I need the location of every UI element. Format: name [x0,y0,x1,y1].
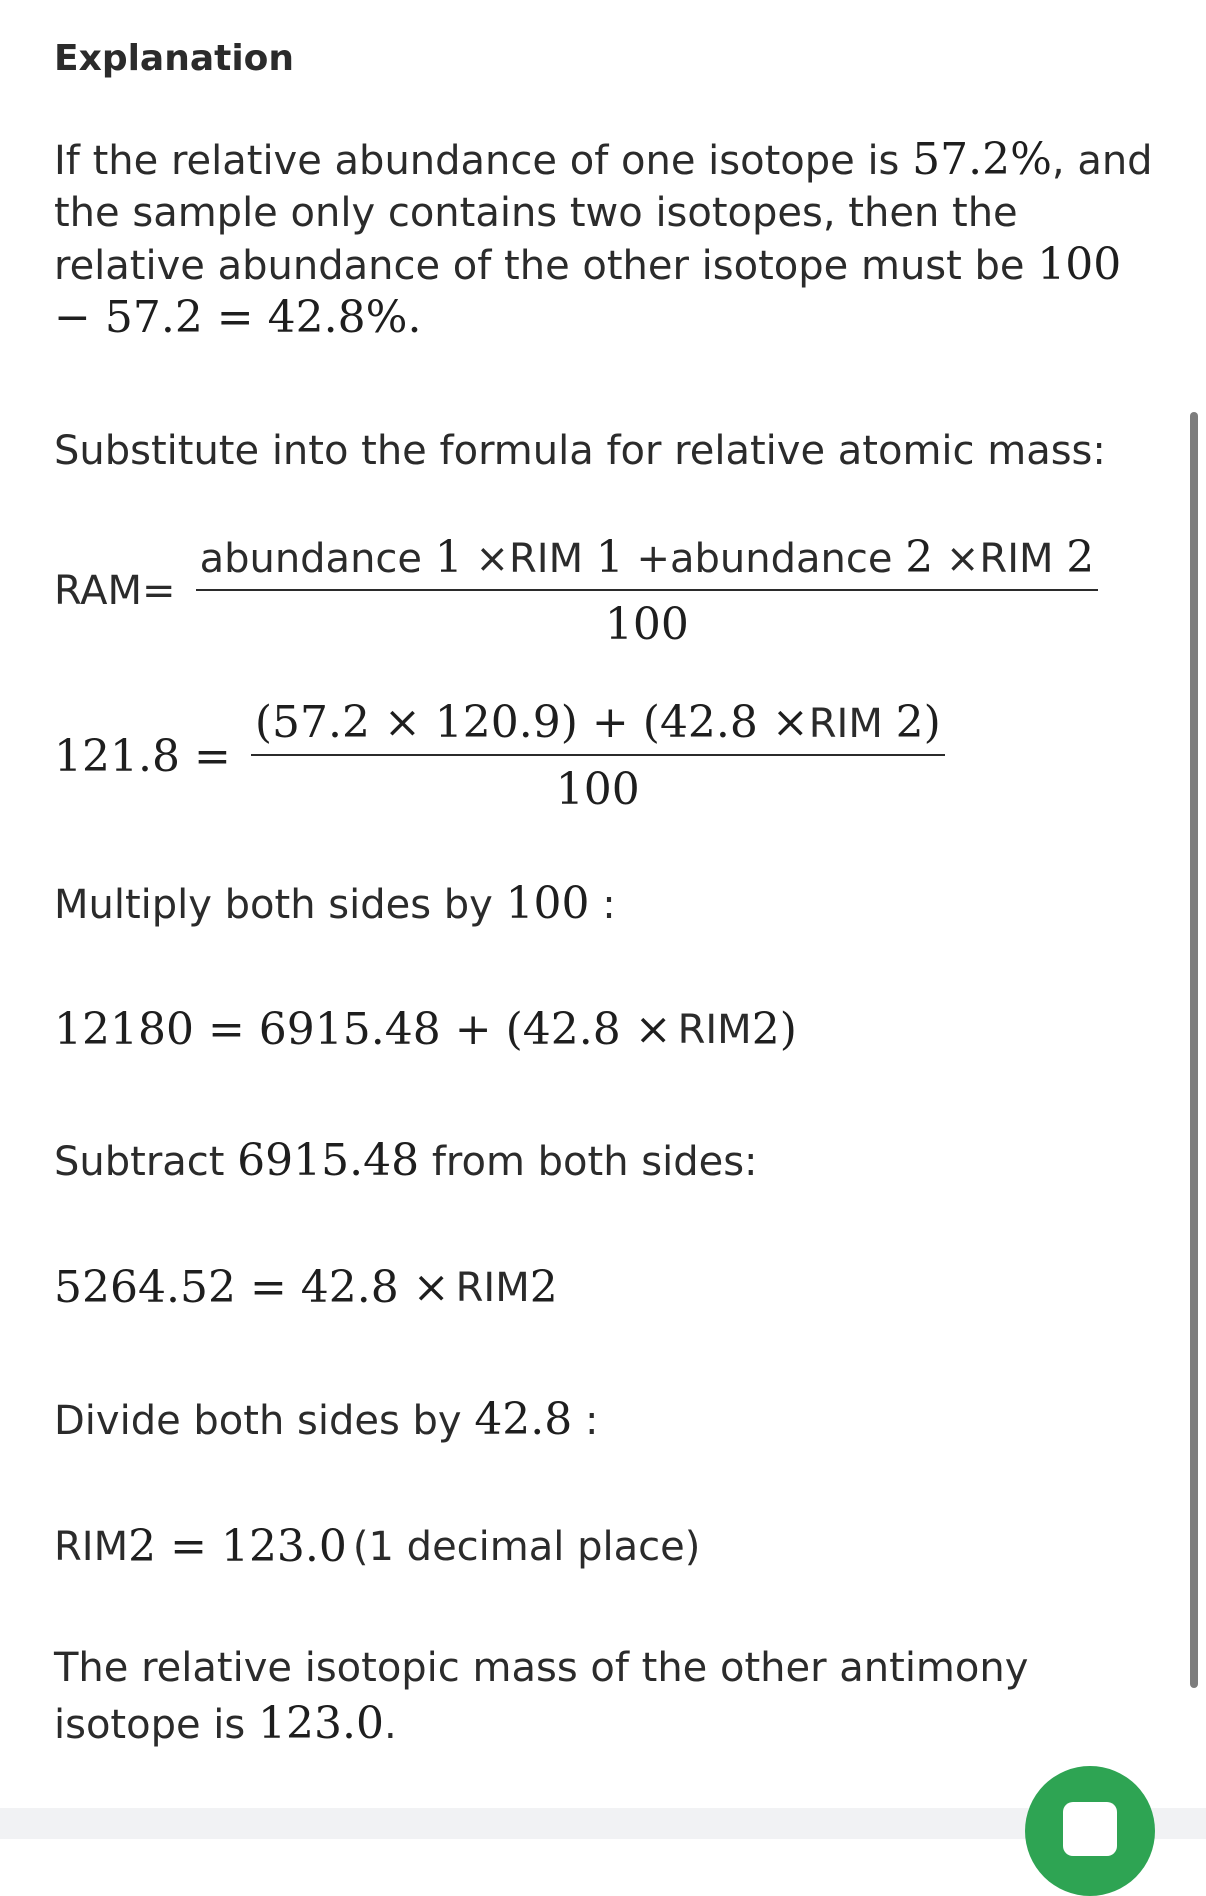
math-inline: 100 − 57.2 = 42.8% [54,239,1122,343]
substitute-text: Substitute into the formula for relative atomic mass: [54,428,1106,474]
chat-fab-button[interactable] [1025,1766,1155,1896]
conclusion-text: The relative isotopic mass of the other antimony isotope is 123.0. [54,1645,1029,1749]
subtract-text: Subtract 6915.48 from both sides: [54,1135,758,1186]
fraction-denominator: 100 [604,599,689,650]
multiply-text: Multiply both sides by 100 : [54,878,616,929]
equation-12180: 12180 = 6915.48 + (42.8 × RIM 2) [54,1004,797,1055]
fraction-denominator: 100 [555,764,640,815]
fraction-numerator: (57.2 × 120.9) + (42.8 ×RIM 2) [251,697,945,756]
equation-5264: 5264.52 = 42.8 × RIM 2 [54,1262,558,1313]
scrollbar[interactable] [1190,412,1198,1688]
chat-icon [1063,1802,1117,1856]
fraction-numerator: abundance 1 ×RIM 1 +abundance 2 ×RIM 2 [196,532,1099,591]
ram-fraction [196,532,1099,650]
abundance-paragraph: If the relative abundance of one isotope is 57.2%, and the sample only contains two isotopes, then the relative abundance of the other isotope must be 100 − 57.2 = 42.8%. [54,134,1153,343]
divide-text: Divide both sides by 42.8 : [54,1394,599,1445]
substituted-equation: 121.8 = $\frac{\text{(57.2 × 120.9) + (42.8 ×RIM 2)}}{100}$ [54,697,945,815]
math-inline: 57.2% [912,134,1052,185]
result-equation: RIM 2 = 123.0 (1 decimal place) [54,1521,701,1572]
ram-formula: RAM= $\frac{\text{abundance 1 ×RIM 1 +abundance 2 ×RIM 2}}{100}$ [54,532,1098,650]
explanation-heading: Explanation [54,38,295,79]
substituted-fraction [251,697,945,815]
